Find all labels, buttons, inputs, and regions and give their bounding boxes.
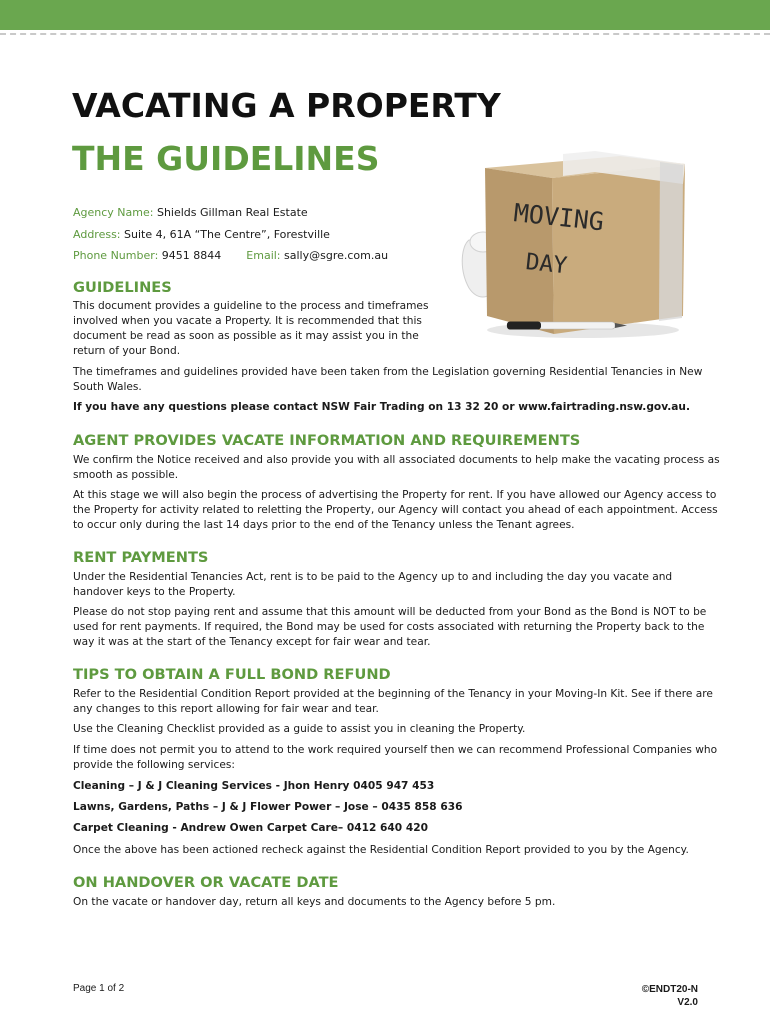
agent-provides-heading: AGENT PROVIDES VACATE INFORMATION AND REQUIREMENTS [73,432,581,449]
bond-refund-para-4: Once the above has been actioned recheck against the Residential Condition Report provided to you by the Agency. [73,844,689,856]
moving-box-image [455,138,687,342]
document-subtitle: THE GUIDELINES [72,139,380,178]
header-color-bar [0,0,770,30]
document-code [642,983,698,1009]
box-text-day: DAY [524,249,569,280]
phone-value: 9451 8844 [161,249,222,262]
agency-address-label: Address: [73,228,121,241]
box-text-moving: MOVING [512,198,606,237]
agency-name-row [73,206,308,219]
page-number: Page 1 of 2 [73,983,125,994]
marker-icon [507,322,627,330]
agency-address-value: Suite 4, 61A “The Centre”, Forestville [124,228,330,241]
phone-label: Phone Number: [73,249,159,262]
rent-payments-para-2: Please do not stop paying rent and assume that this amount will be deducted from your Bond as the Bond is NOT to be used for rent payments. If required, the Bond may be used for costs associated with returning the Property back to the way it was at the start of the Tenancy except for fair wear and tear. [73,606,707,648]
rent-payments-heading: RENT PAYMENTS [73,549,209,566]
document-title: VACATING A PROPERTY [72,86,501,125]
email-value: sally@sgre.com.au [284,249,389,262]
bond-refund-para-3: If time does not permit you to attend to the work required yourself then we can recommend Professional Companies who provide the following services: [73,744,718,771]
guidelines-legislation: The timeframes and guidelines provided have been taken from the Legislation governing Residential Tenancies in New South Wales. [73,366,703,393]
handover-heading: ON HANDOVER OR VACATE DATE [73,874,339,891]
rent-payments-para-1: Under the Residential Tenancies Act, rent is to be paid to the Agency up to and including the day you vacate and handover keys to the Property. [73,571,673,598]
agency-name-label: Agency Name: [73,206,154,219]
bond-refund-para-2: Use the Cleaning Checklist provided as a guide to assist you in cleaning the Property. [73,723,526,735]
agent-provides-para-2: At this stage we will also begin the process of advertising the Property for rent. If you have allowed our Agency access to the Property for activity related to reletting the Property, our Agency will contact you ahead of each appointment. Access to occur only during the last 14 days prior to the end of the Tenancy unless the Tenant agrees. [73,489,718,531]
agent-provides-para-1: We confirm the Notice received and also provide you with all associated documents to help make the vacating process as smooth as possible. [73,454,720,481]
email-label: Email: [246,249,281,262]
form-code: ©ENDT20-N [641,984,698,995]
bond-refund-heading: TIPS TO OBTAIN A FULL BOND REFUND [73,666,391,683]
bond-refund-para-1: Refer to the Residential Condition Report provided at the beginning of the Tenancy in your Moving-In Kit. See if there are any changes to this report allowing for fair wear and tear. [73,688,713,715]
agency-name-value: Shields Gillman Real Estate [156,206,308,219]
fair-trading-contact: If you have any questions please contact NSW Fair Trading on 13 32 20 or www.fairtrading.nsw.gov.au. [73,401,690,413]
form-version: V2.0 [677,997,698,1008]
agency-address-row [73,228,330,241]
service-cleaning: Cleaning – J & J Cleaning Services - Jhon Henry 0405 947 453 [73,780,435,792]
service-carpet: Carpet Cleaning - Andrew Owen Carpet Care– 0412 640 420 [73,822,428,834]
guidelines-intro: This document provides a guideline to the process and timeframes involved when you vacate a Property. It is recommended that this document be read as soon as possible as it may assist you in the return of your Bond. [73,300,429,357]
agency-contact-row [73,249,388,262]
header-divider [0,33,770,35]
service-lawns: Lawns, Gardens, Paths – J & J Flower Power – Jose – 0435 858 636 [73,801,463,813]
handover-para-1: On the vacate or handover day, return all keys and documents to the Agency before 5 pm. [73,896,556,908]
guidelines-heading: GUIDELINES [73,279,172,296]
